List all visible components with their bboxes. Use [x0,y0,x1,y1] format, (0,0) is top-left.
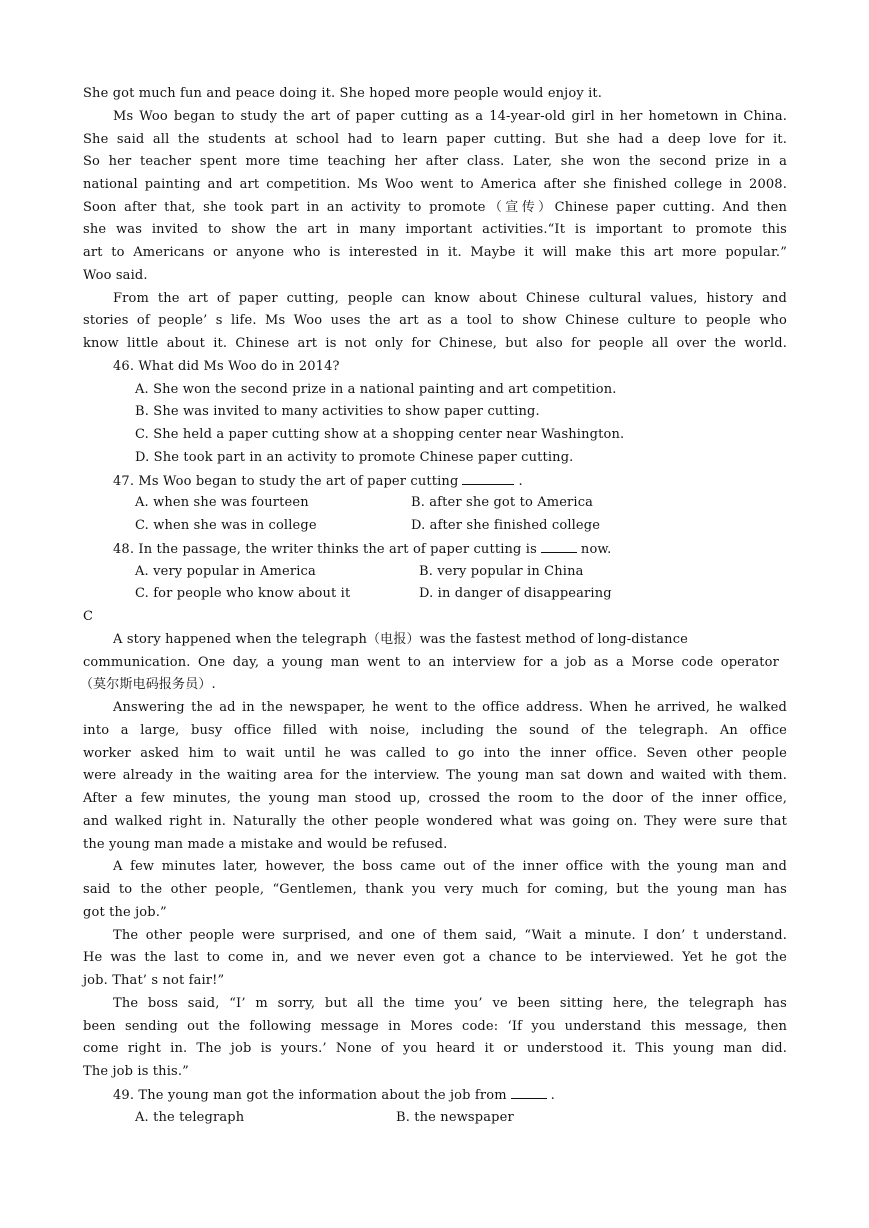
passage-line: stories of people’ s life. Ms Woo uses the art as a tool to show Chinese culture to people who [83,313,787,328]
passage-line: The other people were surprised, and one of them said, “Wait a minute. I don’ t understand. [113,928,787,943]
passage-line: The job is this.” [83,1064,189,1079]
question-48-option-c[interactable]: C. for people who know about it [135,586,351,601]
passage-line: worker asked him to wait until he was called to go into the inner office. Seven other people [83,746,787,761]
question-46-option-c[interactable]: C. She held a paper cutting show at a shopping center near Washington. [135,427,625,442]
question-49-stem: 49. The young man got the information about the job from [113,1088,507,1103]
passage-line: Soon after that, she took part in an activity to promote（宣传）Chinese paper cutting. And then [83,200,787,215]
passage-line: The boss said, “I’ m sorry, but all the time you’ ve been sitting here, the telegraph has [113,996,787,1011]
passage-line: the young man made a mistake and would be refused. [83,837,448,852]
question-49-option-a[interactable]: A. the telegraph [135,1110,245,1125]
question-47-option-c[interactable]: C. when she was in college [135,518,317,533]
passage-line: She got much fun and peace doing it. She hoped more people would enjoy it. [83,86,603,101]
passage-line: A story happened when the telegraph（电报）was the fastest method of long-distance [113,632,688,647]
answer-blank[interactable] [511,1086,547,1099]
question-49 [113,1086,793,1105]
question-47-option-d[interactable]: D. after she finished college [411,518,601,533]
passage-line: been sending out the following message in Mores code: ‘If you understand this message, then [83,1019,787,1034]
passage-line: and walked right in. Naturally the other people wondered what was going on. They were sure that [83,814,787,829]
passage-line: know little about it. Chinese art is not only for Chinese, but also for people all over the world. [83,336,787,351]
question-47-option-b[interactable]: B. after she got to America [411,495,594,510]
question-48-option-b[interactable]: B. very popular in China [419,564,584,579]
passage-line: come right in. The job is yours.’ None of you heard it or understood it. This young man did. [83,1041,787,1056]
answer-blank[interactable] [541,540,577,553]
passage-line: communication. One day, a young man went to an interview for a job as a Morse code operator [83,655,779,670]
passage-line: job. That’ s not fair!” [83,973,225,988]
question-46-option-b[interactable]: B. She was invited to many activities to show paper cutting. [135,404,540,419]
passage-line: She said all the students at school had to learn paper cutting. But she had a deep love for it. [83,132,787,147]
question-47-option-a[interactable]: A. when she was fourteen [135,495,309,510]
passage-line: （莫尔斯电码报务员）. [80,677,216,692]
question-47-end: . [518,474,523,489]
passage-line: Woo said. [83,268,148,283]
section-label: C [83,609,94,624]
question-48-stem: 48. In the passage, the writer thinks the art of paper cutting is [113,542,537,557]
passage-line: national painting and art competition. Ms Woo went to America after she finished college in 2008. [83,177,787,192]
passage-line: into a large, busy office filled with noise, including the sound of the telegraph. An office [83,723,787,738]
question-46-stem: 46. What did Ms Woo do in 2014? [113,359,340,374]
question-48-option-a[interactable]: A. very popular in America [135,564,316,579]
passage-line: got the job.” [83,905,167,920]
passage-line: she was invited to show the art in many important activities.“It is important to promote this [83,222,787,237]
passage-line: A few minutes later, however, the boss came out of the inner office with the young man and [113,859,787,874]
question-49-end: . [550,1088,555,1103]
passage-line: From the art of paper cutting, people can know about Chinese cultural values, history and [113,291,787,306]
question-49-option-b[interactable]: B. the newspaper [396,1110,514,1125]
question-47-stem: 47. Ms Woo began to study the art of paper cutting [113,474,459,489]
answer-blank[interactable] [462,472,514,485]
question-46-option-d[interactable]: D. She took part in an activity to promote Chinese paper cutting. [135,450,574,465]
passage-line: After a few minutes, the young man stood up, crossed the room to the door of the inner office, [83,791,787,806]
question-48-end: now. [580,542,612,557]
passage-line: were already in the waiting area for the interview. The young man sat down and waited with them. [83,768,787,783]
passage-line: Ms Woo began to study the art of paper cutting as a 14-year-old girl in her hometown in China. [113,109,787,124]
passage-line: said to the other people, “Gentlemen, thank you very much for coming, but the young man has [83,882,787,897]
question-46-option-a[interactable]: A. She won the second prize in a national painting and art competition. [135,382,617,397]
passage-line: art to Americans or anyone who is interested in it. Maybe it will make this art more popular.” [83,245,787,260]
passage-line: Answering the ad in the newspaper, he went to the office address. When he arrived, he walked [113,700,787,715]
passage-line: He was the last to come in, and we never even got a chance to be interviewed. Yet he got the [83,950,787,965]
question-47 [113,472,793,491]
question-48-option-d[interactable]: D. in danger of disappearing [419,586,612,601]
question-48 [113,540,793,559]
passage-line: So her teacher spent more time teaching her after class. Later, she won the second prize in a [83,154,787,169]
